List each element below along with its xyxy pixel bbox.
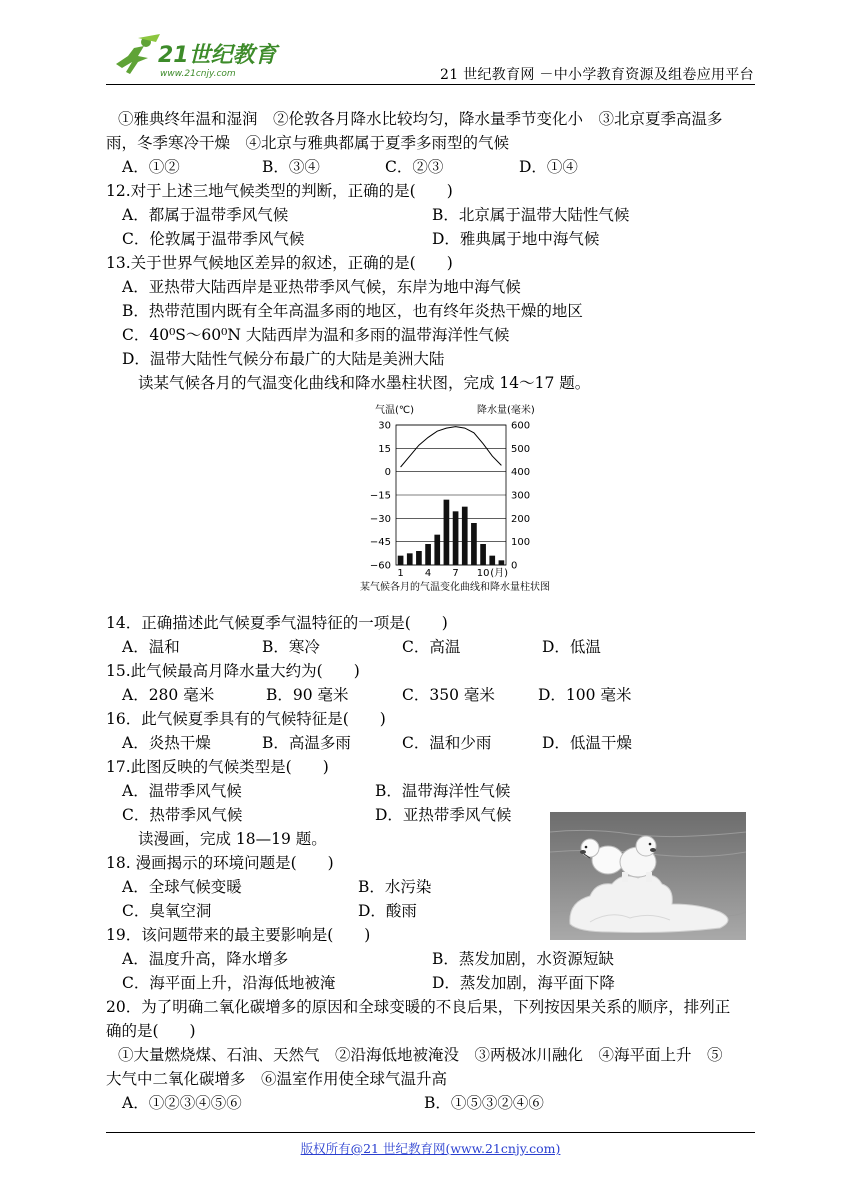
text-line: ①雅典终年温和湿润 ②伦敦各月降水比较均匀，降水量季节变化小 ③北京夏季高温多	[118, 110, 723, 128]
y2-tick-label: 500	[511, 443, 531, 455]
text-line: A．都属于温带季风气候	[122, 206, 289, 224]
y2-tick-label: 100	[511, 537, 531, 549]
text-line: D．雅典属于地中海气候	[432, 230, 600, 248]
footer-copyright-link[interactable]: 版权所有@21 世纪教育网(www.21cnjy.com)	[300, 1141, 561, 1156]
text-line: A．①②	[122, 158, 180, 176]
y2-tick-label: 300	[511, 490, 531, 502]
text-line: D．100 毫米	[538, 686, 632, 704]
y2-tick-label: 400	[511, 467, 531, 479]
precipitation-bar	[398, 556, 404, 565]
text-line: B．90 毫米	[266, 686, 349, 704]
logo-url: www.21cnjy.com	[160, 69, 236, 79]
precipitation-bar	[444, 500, 450, 565]
text-line: 19．该问题带来的最主要影响是( )	[106, 926, 371, 944]
y-tick-label: −15	[369, 490, 391, 502]
text-line: B．热带范围内既有全年高温多雨的地区，也有终年炎热干燥的地区	[122, 302, 583, 320]
precipitation-bar	[499, 560, 505, 565]
y-tick-label: −45	[369, 537, 391, 549]
logo-text: 21世纪教育	[158, 43, 277, 68]
text-line: 大气中二氧化碳增多 ⑥温室作用使全球气温升高	[106, 1070, 448, 1088]
text-line: A．280 毫米	[122, 686, 215, 704]
precipitation-bar	[471, 523, 477, 565]
footer-divider	[106, 1132, 755, 1133]
y2-axis-label: 降水量(毫米)	[477, 405, 535, 416]
text-line: 18. 漫画揭示的环境问题是( )	[106, 854, 334, 872]
text-line: C．海平面上升，沿海低地被淹	[122, 974, 336, 992]
text-line: D．温带大陆性气候分布最广的大陆是美洲大陆	[122, 350, 445, 368]
text-line: C．伦敦属于温带季风气候	[122, 230, 305, 248]
text-line: A．温度升高，降水增多	[122, 950, 289, 968]
y2-tick-label: 200	[511, 513, 531, 525]
text-line: B．温带海洋性气候	[375, 782, 511, 800]
chart-title: 某气候各月的气温变化曲线和降水量柱状图	[360, 582, 550, 593]
text-line: C．高温	[402, 638, 461, 656]
text-line: A．全球气候变暖	[122, 878, 242, 896]
precipitation-bar	[462, 507, 468, 565]
text-line: D．①④	[519, 158, 578, 176]
text-line: 雨，冬季寒冷干燥 ④北京与雅典都属于夏季多雨型的气候	[106, 134, 510, 152]
text-line: B．北京属于温带大陆性气候	[432, 206, 630, 224]
text-line: A．炎热干燥	[122, 734, 211, 752]
text-line: C．40⁰S～60⁰N 大陆西岸为温和多雨的温带海洋性气候	[122, 326, 510, 344]
header-divider	[106, 84, 755, 85]
precipitation-bar	[434, 535, 440, 565]
y-tick-label: −30	[369, 513, 391, 525]
precipitation-bar	[425, 544, 431, 565]
text-line: 读某气候各月的气温变化曲线和降水墨柱状图，完成 14～17 题。	[138, 374, 591, 392]
text-line: A．①②③④⑤⑥	[122, 1094, 242, 1112]
text-line: A．亚热带大陆西岸是亚热带季风气候，东岸为地中海气候	[122, 278, 521, 296]
text-line: B．蒸发加剧，水资源短缺	[432, 950, 614, 968]
precipitation-bar	[489, 556, 495, 565]
y-tick-label: 30	[378, 420, 391, 432]
text-line: A．温和	[122, 638, 180, 656]
text-line: 13.关于世界气候地区差异的叙述，正确的是( )	[106, 254, 453, 272]
text-line: 15.此气候最高月降水量大约为( )	[106, 662, 360, 680]
precipitation-bar	[480, 544, 486, 565]
text-line: 12.对于上述三地气候类型的判断，正确的是( )	[106, 182, 453, 200]
y2-tick-label: 600	[511, 420, 531, 432]
text-line: B．水污染	[358, 878, 432, 896]
text-line: B．寒冷	[262, 638, 320, 656]
text-line: ①大量燃烧煤、石油、天然气 ②沿海低地被淹没 ③两极冰川融化 ④海平面上升 ⑤	[118, 1046, 723, 1064]
y-tick-label: −60	[369, 560, 391, 572]
text-line: C．臭氧空洞	[122, 902, 212, 920]
text-line: 20．为了明确二氧化碳增多的原因和全球变暖的不良后果，下列按因果关系的顺序，排列正	[106, 998, 731, 1016]
runner-icon	[116, 34, 160, 74]
site-logo	[108, 34, 283, 84]
text-line: C．温和少雨	[402, 734, 492, 752]
x-axis-label: (月)	[490, 568, 509, 579]
precipitation-bar	[416, 551, 422, 565]
precipitation-bar	[453, 511, 459, 565]
text-line: D．酸雨	[358, 902, 417, 920]
text-line: 16．此气候夏季具有的气候特征是( )	[106, 710, 386, 728]
y-tick-label: 0	[384, 467, 391, 479]
text-line: A．温带季风气候	[122, 782, 242, 800]
x-tick-label: 10	[476, 568, 490, 579]
y2-tick-label: 0	[511, 560, 518, 572]
text-line: 读漫画，完成 18—19 题。	[138, 830, 327, 848]
y-tick-label: 15	[378, 443, 391, 455]
text-line: B．高温多雨	[262, 734, 351, 752]
text-line: D．低温干燥	[542, 734, 632, 752]
text-line: 14．正确描述此气候夏季气温特征的一项是( )	[106, 614, 448, 632]
x-tick-label: 4	[424, 568, 432, 579]
text-line: D．蒸发加剧，海平面下降	[432, 974, 615, 992]
text-line: D．亚热带季风气候	[375, 806, 512, 824]
x-tick-label: 1	[397, 568, 404, 579]
text-line: 17.此图反映的气候类型是( )	[106, 758, 329, 776]
climate-chart	[320, 398, 590, 598]
text-line: 确的是( )	[106, 1022, 196, 1040]
temperature-line	[401, 427, 502, 467]
polar-bear-cartoon	[550, 812, 746, 940]
text-line: C．热带季风气候	[122, 806, 243, 824]
text-line: C．350 毫米	[402, 686, 495, 704]
header-platform-text: 21 世纪教育网 －中小学教育资源及组卷应用平台	[440, 67, 754, 83]
text-line: D．低温	[542, 638, 601, 656]
y-axis-label: 气温(℃)	[375, 405, 415, 416]
precipitation-bar	[407, 553, 413, 565]
text-line: B．①⑤③②④⑥	[424, 1094, 544, 1112]
x-tick-label: 7	[452, 568, 459, 579]
text-line: C．②③	[385, 158, 444, 176]
text-line: B．③④	[262, 158, 320, 176]
